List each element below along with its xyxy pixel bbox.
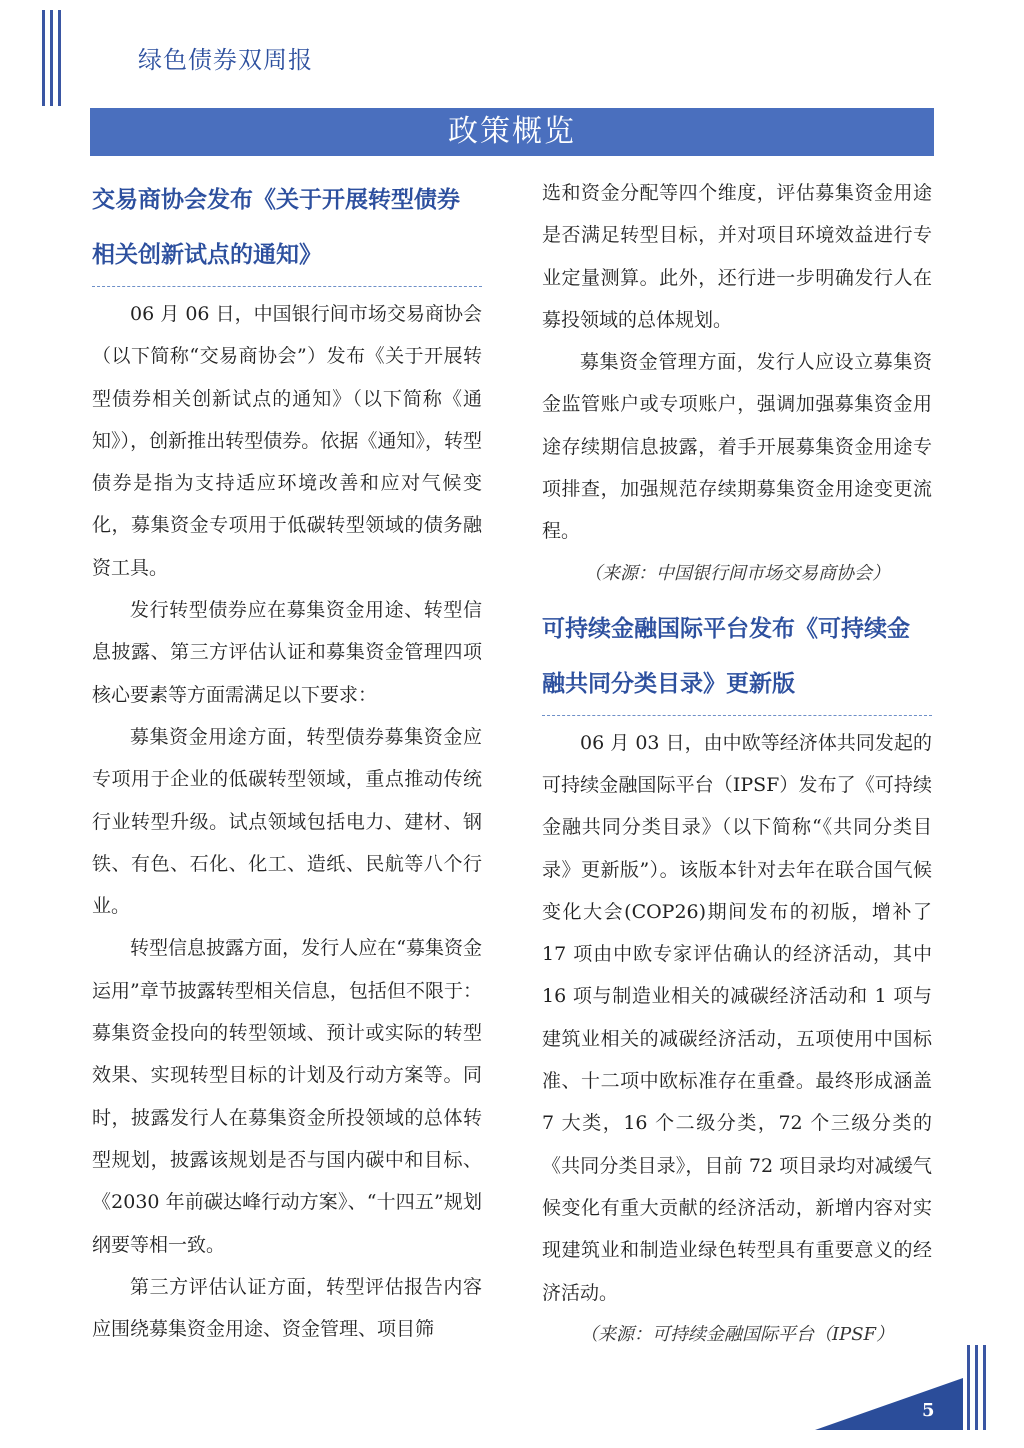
left-column <box>92 172 482 1350</box>
paragraph: 06 月 06 日，中国银行间市场交易商协会（以下简称“交易商协会”）发布《关于开展转型债券相关创新试点的通知》（以下简称《通知》），创新推出转型债券。依据《通知》，转型债券是指为支持适应环境改善和应对气候变化，募集资金专项用于低碳转型领域的债务融资工具。 <box>92 303 482 579</box>
decor-bar <box>975 1345 978 1430</box>
paragraph: 募集资金管理方面，发行人应设立募集资金监管账户或专项账户，强调加强募集资金用途存续期信息披露，着手开展募集资金用途专项排查，加强规范存续期募集资金用途变更流程。 <box>542 351 932 543</box>
header-decoration-bars <box>42 10 61 106</box>
paragraph: 发行转型债券应在募集资金用途、转型信息披露、第三方评估认证和募集资金管理四项核心要素等方面需满足以下要求： <box>92 599 482 706</box>
title-divider <box>542 715 932 716</box>
article-title: 可持续金融国际平台发布《可持续金融共同分类目录》更新版 <box>542 614 910 697</box>
title-divider <box>92 286 482 287</box>
decor-bar <box>50 10 53 106</box>
publication-title: 绿色债券双周报 <box>138 46 313 74</box>
decor-bar <box>983 1345 986 1430</box>
decor-bar <box>58 10 61 106</box>
page-number: 5 <box>922 1400 935 1421</box>
source-note: （来源：中国银行间市场交易商协会） <box>584 562 890 584</box>
page-corner-triangle <box>815 1378 963 1430</box>
paragraph: 06 月 03 日，由中欧等经济体共同发起的可持续金融国际平台（IPSF）发布了《可持续金融共同分类目录》（以下简称“《共同分类目录》更新版”）。该版本针对去年在联合国气候变化大会(COP26)期间发布的初版，增补了 17 项由中欧专家评估确认的经济活动，其中 16 项与制造业相关的减碳经济活动和 1 项与建筑业相关的减碳经济活动，五项使用中国标准、十二项中欧标准存在重叠。最终形成涵盖 7 大类，16 个二级分类，72 个三级分类的《共同分类目录》，目前 72 项目录均对减缓气候变化有重大贡献的经济活动，新增内容对实现建筑业和制造业绿色转型具有重要意义的经济活动。 <box>542 731 932 1304</box>
paragraph: 转型信息披露方面，发行人应在“募集资金运用”章节披露转型相关信息，包括但不限于：募集资金投向的转型领域、预计或实际的转型效果、实现转型目标的计划及行动方案等。同时，披露发行人在募集资金所投领域的总体转型规划，披露该规划是否与国内碳中和目标、《2030 年前碳达峰行动方案》、“十四五”规划纲要等相一致。 <box>92 937 482 1256</box>
source-note: （来源：可持续金融国际平台（IPSF） <box>579 1323 895 1345</box>
footer-decoration-bars <box>967 1345 986 1430</box>
paragraph: 募集资金用途方面，转型债券募集资金应专项用于企业的低碳转型领域，重点推动传统行业转型升级。试点领域包括电力、建材、钢铁、有色、石化、化工、造纸、民航等八个行业。 <box>92 725 482 918</box>
section-banner: 政策概览 <box>90 108 934 156</box>
right-column <box>542 172 932 1356</box>
article-title: 交易商协会发布《关于开展转型债券相关创新试点的通知》 <box>92 186 460 268</box>
paragraph-continued: 选和资金分配等四个维度，评估募集资金用途是否满足转型目标，并对项目环境效益进行专业定量测算。此外，还行进一步明确发行人在募投领域的总体规划。 <box>542 182 932 331</box>
paragraph: 第三方评估认证方面，转型评估报告内容应围绕募集资金用途、资金管理、项目筛 <box>92 1275 482 1341</box>
decor-bar <box>42 10 45 106</box>
decor-bar <box>967 1345 970 1430</box>
